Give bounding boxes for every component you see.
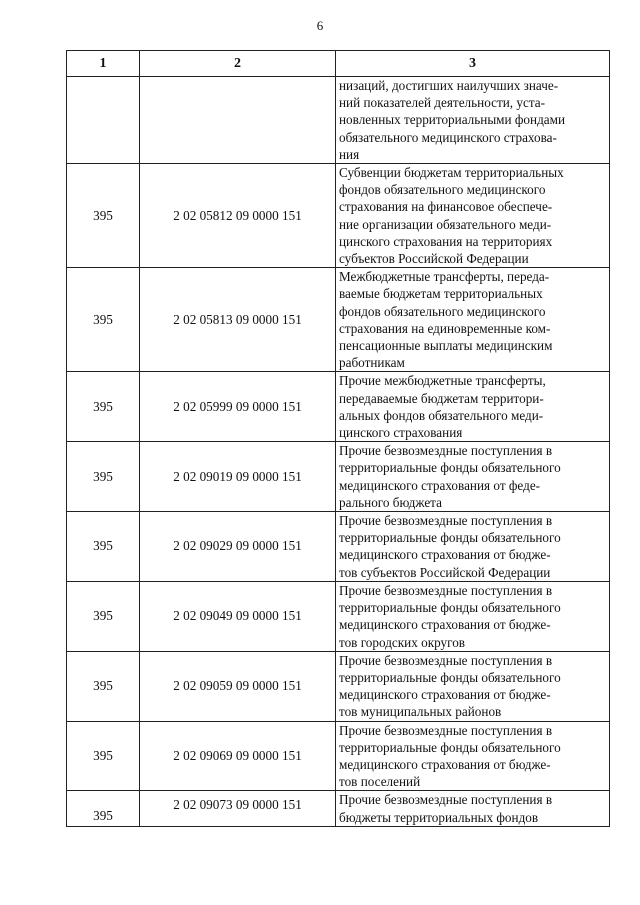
table-row <box>67 581 610 651</box>
revenue-description-cell <box>336 721 610 791</box>
revenue-description-cell <box>336 164 610 268</box>
admin-code-cell: 395 <box>67 372 140 442</box>
admin-code-cell: 395 <box>67 442 140 512</box>
revenue-description-text: Прочие безвозмездные поступления в территориальные фонды обязательного медицинского страхования от феде- рального бюджета <box>339 443 561 510</box>
revenue-description-text: Прочие безвозмездные поступления в бюджеты территориальных фондов <box>339 792 553 825</box>
revenue-description-text: Межбюджетные трансферты, переда- ваемые бюджетам территориальных фондов обязательного медицинского страхования на единовременные ком- пенсационные выплаты медицинским работникам <box>339 269 553 371</box>
budget-classification-code-cell: 2 02 09073 09 0000 151 <box>140 791 336 826</box>
revenue-description-cell <box>336 372 610 442</box>
budget-classification-code-cell: 2 02 05812 09 0000 151 <box>140 164 336 268</box>
revenue-description-text: Субвенции бюджетам территориальных фондов обязательного медицинского страхования на финансовое обеспече- ние организации обязательного меди- цинского страхования на территориях субъектов Российской Федерации <box>339 165 564 267</box>
revenue-description-text: Прочие безвозмездные поступления в территориальные фонды обязательного медицинского страхования от бюдже- тов поселений <box>339 722 561 790</box>
table-row <box>67 77 610 164</box>
budget-classification-code-cell: 2 02 05813 09 0000 151 <box>140 268 336 372</box>
revenue-description-text: низаций, достигших наилучших значе- ний показателей деятельности, уста- новленных территориальными фондами обязательного медицинского страхова- ния <box>339 78 566 162</box>
revenue-description-cell <box>336 442 610 512</box>
page-number: 6 <box>316 18 324 33</box>
revenue-description-cell <box>336 791 610 826</box>
column-header-2: 2 <box>140 51 336 77</box>
revenue-description-text: Прочие безвозмездные поступления в территориальные фонды обязательного медицинского страхования от бюдже- тов муниципальных районов <box>339 652 561 720</box>
table-row <box>67 268 610 372</box>
column-header-3: 3 <box>336 51 610 77</box>
column-header-1: 1 <box>67 51 140 77</box>
admin-code-cell: 395 <box>67 581 140 651</box>
revenue-description-cell <box>336 268 610 372</box>
revenue-description-cell <box>336 581 610 651</box>
budget-classification-code-cell: 2 02 09059 09 0000 151 <box>140 651 336 721</box>
admin-code-cell <box>67 77 140 164</box>
table-row <box>67 791 610 826</box>
revenue-description-text: Прочие безвозмездные поступления в территориальные фонды обязательного медицинского страхования от бюдже- тов субъектов Российской Федерации <box>339 513 561 580</box>
table-header-row <box>67 51 610 77</box>
revenue-description-text: Прочие безвозмездные поступления в территориальные фонды обязательного медицинского страхования от бюдже- тов городских округов <box>339 582 561 650</box>
admin-code-cell: 395 <box>67 791 140 826</box>
revenue-description-cell <box>336 512 610 582</box>
revenue-description-cell <box>336 651 610 721</box>
budget-revenue-table <box>66 50 610 827</box>
table-row <box>67 721 610 791</box>
admin-code-cell: 395 <box>67 164 140 268</box>
revenue-description-text: Прочие межбюджетные трансферты, передаваемые бюджетам территори- альных фондов обязательного меди- цинского страхования <box>339 373 546 441</box>
table-row <box>67 512 610 582</box>
budget-classification-code-cell <box>140 77 336 164</box>
budget-classification-code-cell: 2 02 09019 09 0000 151 <box>140 442 336 512</box>
budget-classification-code-cell: 2 02 05999 09 0000 151 <box>140 372 336 442</box>
revenue-description-cell <box>336 77 610 164</box>
admin-code-cell: 395 <box>67 651 140 721</box>
budget-classification-code-cell: 2 02 09049 09 0000 151 <box>140 581 336 651</box>
budget-classification-code-cell: 2 02 09069 09 0000 151 <box>140 721 336 791</box>
table-row <box>67 651 610 721</box>
budget-classification-code-cell: 2 02 09029 09 0000 151 <box>140 512 336 582</box>
table-row <box>67 164 610 268</box>
admin-code-cell: 395 <box>67 512 140 582</box>
admin-code-cell: 395 <box>67 268 140 372</box>
admin-code-cell: 395 <box>67 721 140 791</box>
table-row <box>67 372 610 442</box>
table-row <box>67 442 610 512</box>
